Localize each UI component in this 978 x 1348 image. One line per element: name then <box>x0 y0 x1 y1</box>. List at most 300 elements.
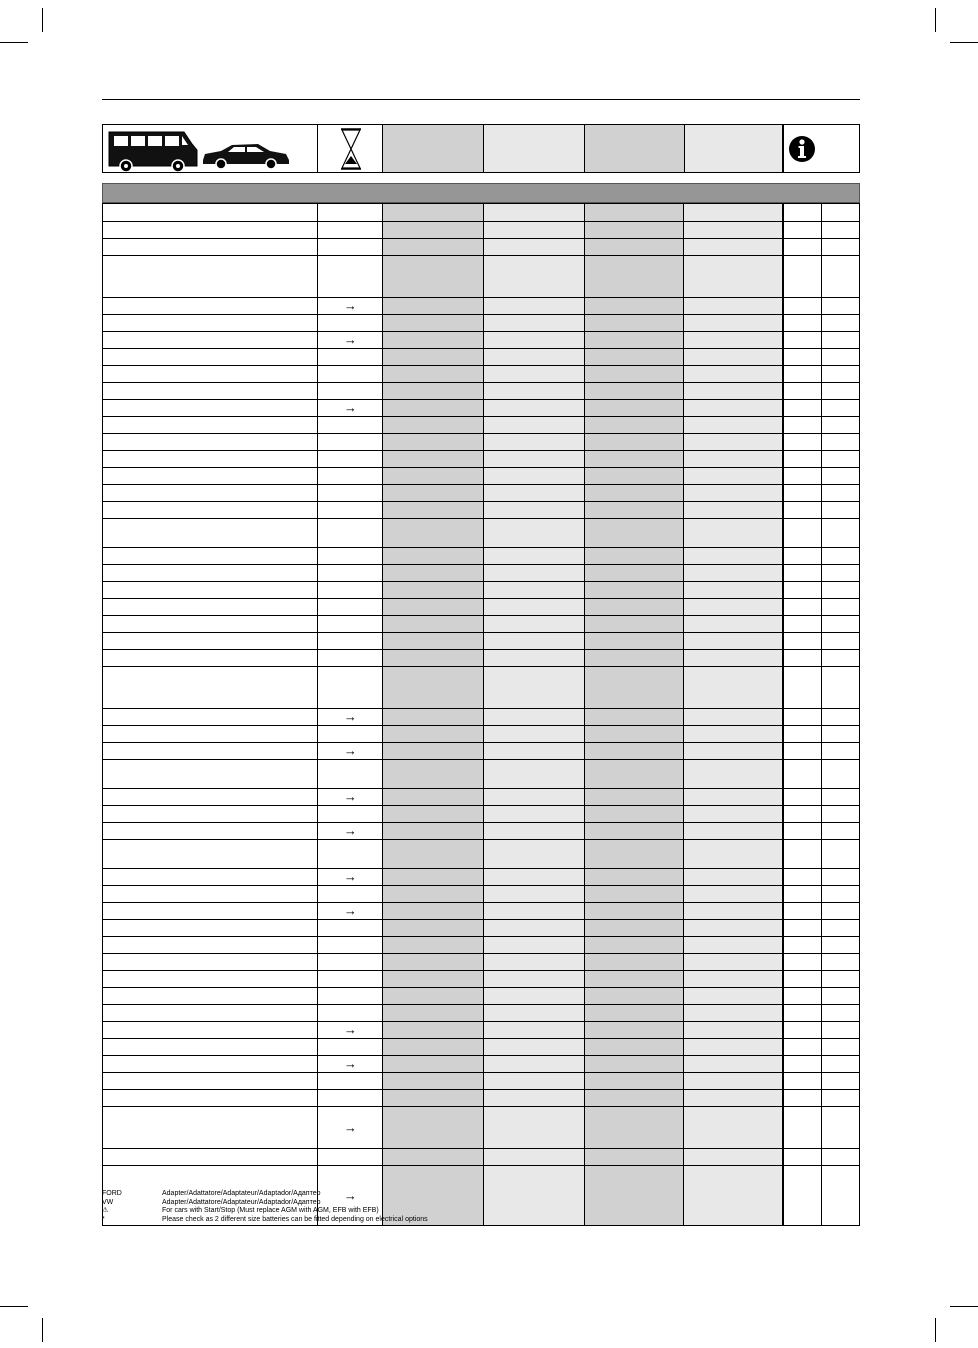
table-cell <box>782 1039 821 1055</box>
table-cell <box>103 1056 317 1072</box>
footnote <box>102 1207 802 1216</box>
table-cell <box>103 349 317 365</box>
table-cell <box>782 315 821 331</box>
table-row <box>103 936 859 953</box>
table-cell <box>821 451 859 467</box>
info-icon <box>788 135 816 163</box>
table-cell <box>103 760 317 788</box>
table-cell <box>103 667 317 708</box>
crop-mark <box>42 1318 43 1342</box>
table-cell <box>683 222 782 238</box>
arrow-icon: → <box>343 742 357 758</box>
table-cell <box>821 903 859 919</box>
table-cell <box>483 256 584 297</box>
table-cell <box>103 417 317 433</box>
table-cell <box>317 1022 382 1038</box>
table-cell <box>382 1039 483 1055</box>
table-cell <box>821 988 859 1004</box>
table-row <box>103 1089 859 1106</box>
table-cell <box>584 667 684 708</box>
table-cell <box>782 1090 821 1106</box>
table-cell <box>103 222 317 238</box>
table-cell <box>782 417 821 433</box>
header-column-2 <box>484 125 585 172</box>
table-cell <box>584 451 684 467</box>
header-rule <box>102 99 860 100</box>
footnote-key: * <box>102 1215 105 1223</box>
vehicle-icons-cell <box>103 125 318 172</box>
table-cell <box>317 954 382 970</box>
table-cell <box>782 519 821 547</box>
table-cell <box>683 1056 782 1072</box>
table-cell <box>483 204 584 221</box>
table-row <box>103 1021 859 1038</box>
table-cell <box>584 633 684 649</box>
table-row <box>103 1004 859 1021</box>
table-row <box>103 1055 859 1072</box>
table-cell <box>683 1039 782 1055</box>
table-cell <box>782 451 821 467</box>
table-cell <box>584 349 684 365</box>
table-cell <box>317 869 382 885</box>
table-cell <box>821 806 859 822</box>
table-cell <box>103 726 317 742</box>
table-cell <box>317 451 382 467</box>
table-cell <box>584 1056 684 1072</box>
table-cell <box>382 937 483 953</box>
table-cell <box>103 988 317 1004</box>
table-cell <box>382 726 483 742</box>
table-cell <box>782 434 821 450</box>
table-cell <box>483 1073 584 1089</box>
table-cell <box>683 726 782 742</box>
table-row <box>103 970 859 987</box>
table-cell <box>317 726 382 742</box>
table-cell <box>584 366 684 382</box>
table-cell <box>103 886 317 902</box>
table-cell <box>317 468 382 484</box>
table-cell <box>584 971 684 987</box>
table-cell <box>483 709 584 725</box>
table-cell <box>821 633 859 649</box>
table-row <box>103 238 859 255</box>
table-row <box>103 416 859 433</box>
table-cell <box>782 582 821 598</box>
table-cell <box>821 1090 859 1106</box>
table-cell <box>584 582 684 598</box>
table-cell <box>782 1073 821 1089</box>
table-cell <box>821 971 859 987</box>
arrow-icon: → <box>343 868 357 884</box>
table-cell <box>317 256 382 297</box>
table-cell <box>483 451 584 467</box>
table-cell <box>683 239 782 255</box>
table-cell <box>683 650 782 666</box>
table-cell <box>483 633 584 649</box>
footnote <box>102 1216 802 1225</box>
table-cell <box>317 971 382 987</box>
table-cell <box>483 1056 584 1072</box>
table-cell <box>782 616 821 632</box>
table-cell <box>584 468 684 484</box>
table-cell <box>317 886 382 902</box>
table-row <box>103 666 859 708</box>
table-cell <box>683 1073 782 1089</box>
table-cell <box>317 1039 382 1055</box>
table-cell <box>483 1022 584 1038</box>
table-row <box>103 1106 859 1148</box>
table-cell <box>317 920 382 936</box>
table-cell <box>821 383 859 399</box>
table-cell <box>317 1107 382 1148</box>
crop-mark <box>950 1306 978 1307</box>
table-cell <box>483 1107 584 1148</box>
table-cell <box>584 760 684 788</box>
table-cell <box>683 519 782 547</box>
table-cell <box>483 332 584 348</box>
table-cell <box>382 548 483 564</box>
table-cell <box>483 417 584 433</box>
table-row <box>103 382 859 399</box>
table-row <box>103 649 859 666</box>
table-cell <box>382 633 483 649</box>
arrow-icon: → <box>343 708 357 724</box>
table-cell <box>584 709 684 725</box>
table-cell <box>317 937 382 953</box>
table-row <box>103 547 859 564</box>
table-cell <box>782 256 821 297</box>
table-cell <box>382 485 483 501</box>
table-row <box>103 450 859 467</box>
table-cell <box>483 315 584 331</box>
table-cell <box>821 823 859 839</box>
arrow-icon: → <box>343 331 357 347</box>
table-cell <box>103 599 317 615</box>
table-cell <box>821 709 859 725</box>
table-cell <box>103 451 317 467</box>
table-cell <box>483 400 584 416</box>
table-cell <box>584 400 684 416</box>
table-row <box>103 204 859 221</box>
table-cell <box>382 1005 483 1021</box>
table-cell <box>782 823 821 839</box>
table-cell <box>584 1107 684 1148</box>
table-cell <box>382 840 483 868</box>
table-cell <box>782 502 821 518</box>
table-cell <box>782 332 821 348</box>
table-cell <box>317 349 382 365</box>
table-cell <box>483 616 584 632</box>
table-cell <box>483 726 584 742</box>
table-cell <box>683 971 782 987</box>
table-cell <box>821 840 859 868</box>
table-row <box>103 399 859 416</box>
table-cell <box>382 954 483 970</box>
table-cell <box>584 937 684 953</box>
table-cell <box>103 789 317 805</box>
table-cell <box>782 920 821 936</box>
arrow-icon: → <box>343 902 357 918</box>
table-cell <box>821 582 859 598</box>
table-cell <box>317 806 382 822</box>
arrow-icon: → <box>343 297 357 313</box>
table-cell <box>782 806 821 822</box>
table-cell <box>103 840 317 868</box>
table-cell <box>382 256 483 297</box>
table-cell <box>584 417 684 433</box>
table-cell <box>782 633 821 649</box>
table-cell <box>382 1022 483 1038</box>
arrow-icon: → <box>343 1187 357 1203</box>
table-cell <box>683 1149 782 1165</box>
table-cell <box>317 502 382 518</box>
table-cell <box>683 417 782 433</box>
table-cell <box>782 1005 821 1021</box>
table-cell <box>103 519 317 547</box>
table-cell <box>683 434 782 450</box>
table-cell <box>103 582 317 598</box>
table-row <box>103 919 859 936</box>
table-cell <box>683 565 782 581</box>
table-cell <box>103 565 317 581</box>
table-cell <box>382 760 483 788</box>
table-cell <box>382 743 483 759</box>
table-cell <box>317 709 382 725</box>
table-cell <box>821 789 859 805</box>
table-cell <box>317 383 382 399</box>
table-cell <box>382 971 483 987</box>
table-cell <box>584 222 684 238</box>
table-cell <box>483 743 584 759</box>
table-cell <box>483 937 584 953</box>
table-cell <box>584 903 684 919</box>
table-cell <box>683 315 782 331</box>
table-cell <box>683 616 782 632</box>
table-cell <box>317 667 382 708</box>
table-cell <box>821 650 859 666</box>
table-cell <box>683 886 782 902</box>
table-cell <box>821 519 859 547</box>
table-cell <box>584 789 684 805</box>
arrow-icon: → <box>343 1055 357 1071</box>
table-cell <box>103 332 317 348</box>
table-cell <box>317 400 382 416</box>
table-cell <box>683 954 782 970</box>
table-row <box>103 484 859 501</box>
table-cell <box>382 565 483 581</box>
table-cell <box>382 239 483 255</box>
table-cell <box>317 760 382 788</box>
table-cell <box>483 502 584 518</box>
table-cell <box>821 616 859 632</box>
table-cell <box>483 298 584 314</box>
table-cell <box>483 519 584 547</box>
table-cell <box>103 869 317 885</box>
table-cell <box>103 937 317 953</box>
table-row <box>103 759 859 788</box>
table-cell <box>584 548 684 564</box>
table-cell <box>382 903 483 919</box>
table-cell <box>483 485 584 501</box>
table-cell <box>584 434 684 450</box>
table-cell <box>683 869 782 885</box>
footnote-text: Please check as 2 different size batteries can be fitted depending on electrical options <box>162 1215 428 1223</box>
footnote-key: FORD <box>102 1190 122 1197</box>
warning-icon: ⚠ <box>102 1207 109 1214</box>
table-cell <box>683 204 782 221</box>
table-cell <box>821 1056 859 1072</box>
table-cell <box>483 434 584 450</box>
table-cell <box>382 400 483 416</box>
table-row <box>103 255 859 297</box>
table-cell <box>821 239 859 255</box>
table-cell <box>821 222 859 238</box>
table-cell <box>483 667 584 708</box>
table-cell <box>782 1022 821 1038</box>
table-cell <box>483 988 584 1004</box>
table-cell <box>382 650 483 666</box>
header-column-1 <box>383 125 484 172</box>
table-row <box>103 348 859 365</box>
table-cell <box>683 332 782 348</box>
table-cell <box>382 519 483 547</box>
table-cell <box>821 256 859 297</box>
table-cell <box>483 239 584 255</box>
table-cell <box>683 349 782 365</box>
table-cell <box>584 886 684 902</box>
table-cell <box>584 315 684 331</box>
table-cell <box>782 954 821 970</box>
table-cell <box>821 1166 859 1225</box>
table-cell <box>317 315 382 331</box>
crop-mark <box>0 1306 28 1307</box>
table-cell <box>584 298 684 314</box>
table-cell <box>103 468 317 484</box>
table-cell <box>103 1073 317 1089</box>
table-cell <box>683 485 782 501</box>
table-cell <box>584 519 684 547</box>
table-cell <box>483 582 584 598</box>
table-cell <box>683 840 782 868</box>
table-row <box>103 725 859 742</box>
table-cell <box>821 869 859 885</box>
table-cell <box>683 743 782 759</box>
table-cell <box>103 806 317 822</box>
table-row <box>103 885 859 902</box>
table-cell <box>782 971 821 987</box>
table-cell <box>821 886 859 902</box>
table-cell <box>483 468 584 484</box>
table-row <box>103 788 859 805</box>
table-cell <box>103 315 317 331</box>
table-cell <box>584 726 684 742</box>
table-cell <box>821 502 859 518</box>
table-cell <box>103 633 317 649</box>
footnote-text: For cars with Start/Stop (Must replace AGM with AGM, EFB with EFB) <box>162 1207 379 1214</box>
table-cell <box>317 743 382 759</box>
crop-mark <box>950 42 978 43</box>
table-row <box>103 615 859 632</box>
table-cell <box>382 667 483 708</box>
table-cell <box>382 1107 483 1148</box>
footnote-text: Adapter/Adattatore/Adaptateur/Adaptador/Адаптер <box>162 1198 321 1206</box>
table-cell <box>683 709 782 725</box>
table-row <box>103 501 859 518</box>
table-cell <box>683 920 782 936</box>
table-cell <box>317 565 382 581</box>
table-cell <box>103 1107 317 1148</box>
arrow-icon: → <box>343 822 357 838</box>
table-cell <box>317 840 382 868</box>
table-cell <box>821 204 859 221</box>
table-cell <box>782 988 821 1004</box>
table-cell <box>584 1005 684 1021</box>
table-cell <box>821 1022 859 1038</box>
header-column-3 <box>585 125 685 172</box>
header-column-4 <box>685 125 784 172</box>
table-cell <box>683 1090 782 1106</box>
data-table <box>102 203 860 1226</box>
table-row <box>103 708 859 725</box>
table-cell <box>584 1022 684 1038</box>
table-row <box>103 598 859 615</box>
table-cell <box>317 1090 382 1106</box>
table-cell <box>584 383 684 399</box>
table-cell <box>382 366 483 382</box>
table-cell <box>821 548 859 564</box>
table-cell <box>782 383 821 399</box>
table-cell <box>382 709 483 725</box>
table-cell <box>683 823 782 839</box>
table-cell <box>382 1073 483 1089</box>
table-cell <box>317 298 382 314</box>
table-cell <box>382 383 483 399</box>
table-cell <box>317 823 382 839</box>
table-cell <box>317 903 382 919</box>
table-cell <box>683 548 782 564</box>
table-cell <box>382 886 483 902</box>
table-cell <box>782 485 821 501</box>
table-cell <box>382 1090 483 1106</box>
table-row <box>103 805 859 822</box>
arrow-icon: → <box>343 1021 357 1037</box>
table-cell <box>683 937 782 953</box>
table-cell <box>821 920 859 936</box>
table-cell <box>782 726 821 742</box>
table-cell <box>782 1149 821 1165</box>
table-cell <box>584 806 684 822</box>
table-cell <box>483 1149 584 1165</box>
table-cell <box>821 937 859 953</box>
table-cell <box>382 1149 483 1165</box>
table-row <box>103 839 859 868</box>
table-cell <box>683 789 782 805</box>
table-cell <box>483 1005 584 1021</box>
table-cell <box>821 417 859 433</box>
table-cell <box>821 760 859 788</box>
table-cell <box>317 434 382 450</box>
table-cell <box>782 1056 821 1072</box>
table-cell <box>103 256 317 297</box>
table-cell <box>584 485 684 501</box>
table-cell <box>821 349 859 365</box>
table-cell <box>382 204 483 221</box>
table-cell <box>683 256 782 297</box>
table-cell <box>683 383 782 399</box>
table-cell <box>782 599 821 615</box>
table-cell <box>782 743 821 759</box>
table-cell <box>382 434 483 450</box>
